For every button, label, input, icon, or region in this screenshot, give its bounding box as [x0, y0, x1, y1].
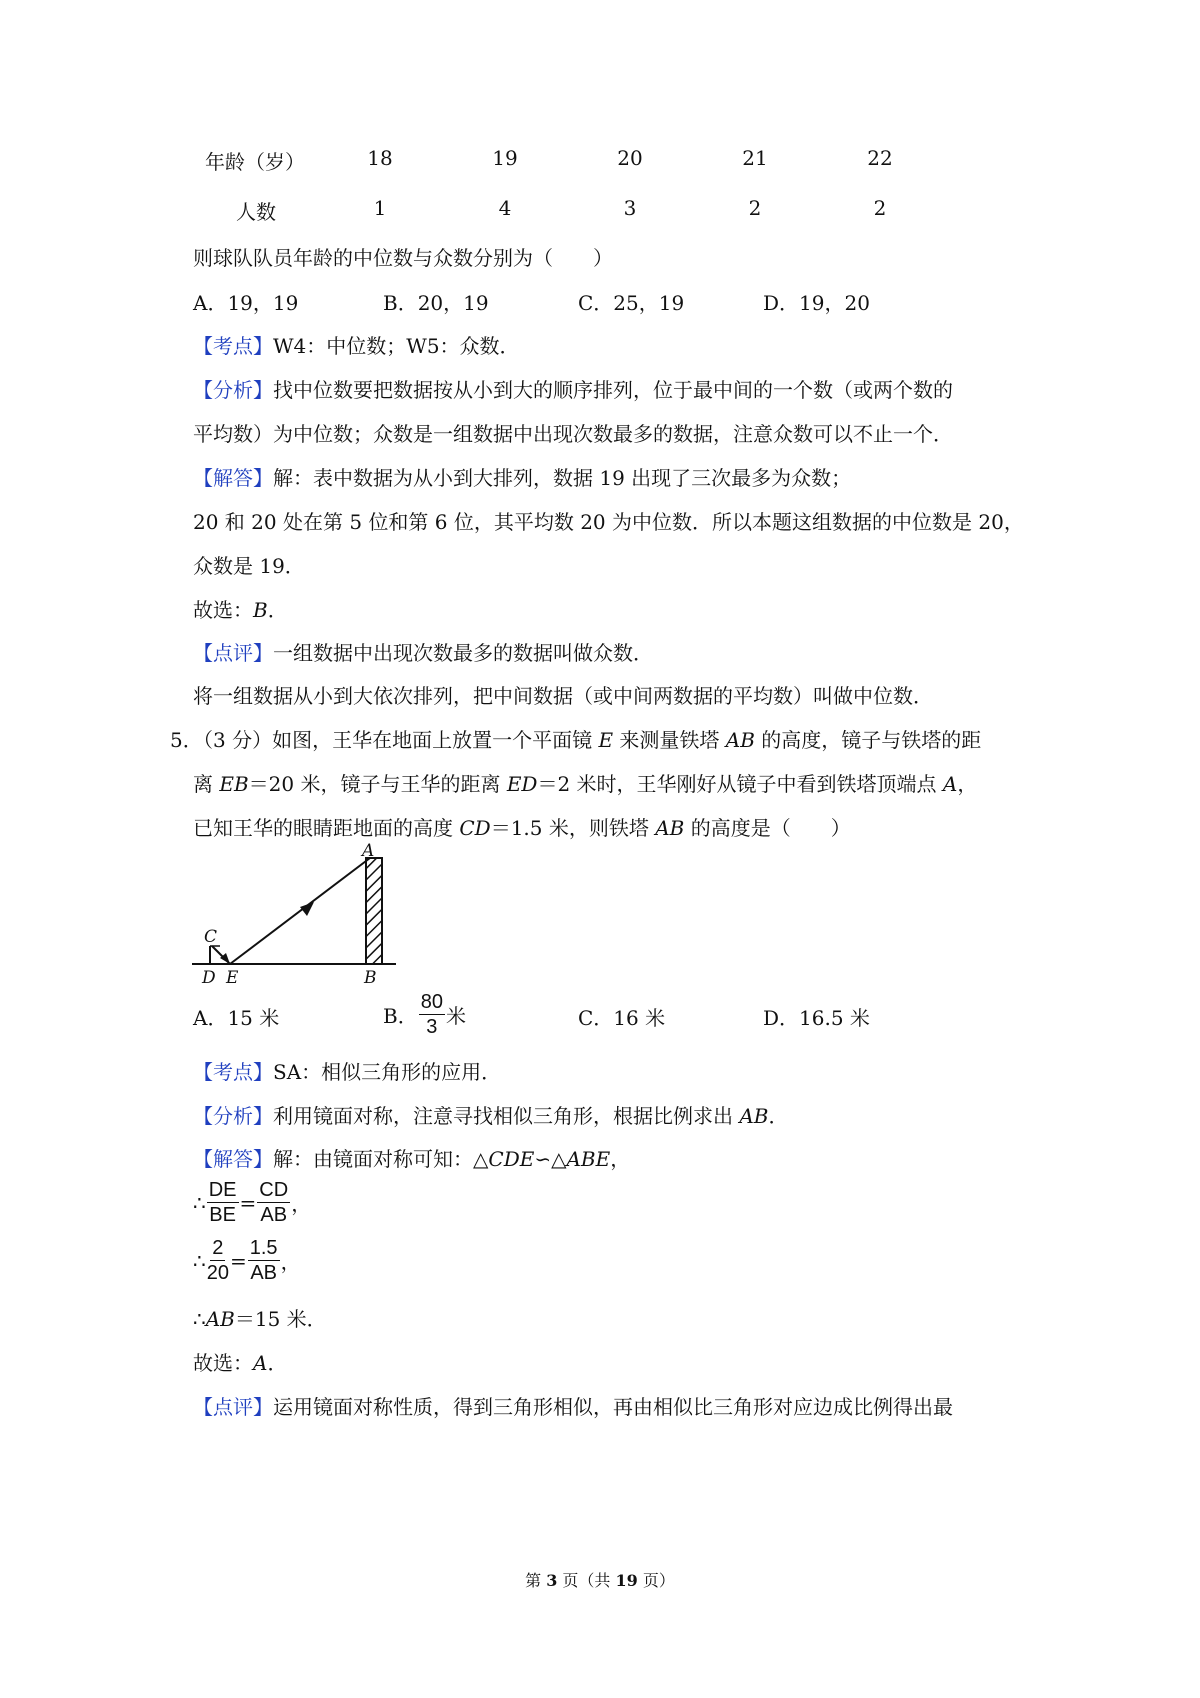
fenxi-tag: 【分析】	[193, 378, 273, 402]
q4-stem: 则球队队员年龄的中位数与众数分别为（ ）	[193, 246, 613, 270]
label-e: E	[226, 968, 239, 988]
q4-option-b: B．20，19	[383, 291, 489, 315]
fenxi-tag: 【分析】	[193, 1104, 273, 1128]
jieda-tag: 【解答】	[193, 466, 273, 490]
q5-number: 5．	[170, 728, 203, 752]
q5-option-b: B． $\frac{80}{3}$ 米	[383, 991, 466, 1038]
label-b: B	[364, 968, 377, 988]
q5-result: ∴AB＝15 米．	[193, 1307, 327, 1331]
q4-answer: 故选：B．	[193, 598, 288, 622]
q4-fenxi-line2: 平均数）为中位数；众数是一组数据中出现次数最多的数据，注意众数可以不止一个．	[193, 422, 953, 446]
q5-equation-1: ∴ $\frac{DE}{BE}$ = $\frac{CD}{AB}$ ，	[193, 1179, 312, 1226]
table-cell-count: 2	[748, 196, 762, 220]
dianping-tag: 【点评】	[193, 641, 273, 665]
kaodian-tag: 【考点】	[193, 334, 273, 358]
table-cell-age: 21	[742, 146, 768, 170]
mirror-diagram	[190, 840, 410, 990]
fraction-80-3: $\frac{80}{3}$	[420, 991, 443, 1038]
dianping-tag: 【点评】	[193, 1395, 273, 1419]
q4-dianping-line2: 将一组数据从小到大依次排列，把中间数据（或中间两数据的平均数）叫做中位数．	[193, 684, 933, 708]
q5-option-a: A．15 米	[193, 1006, 280, 1030]
table-cell-count: 3	[623, 196, 637, 220]
table-cell-count: 2	[873, 196, 887, 220]
page-footer: 第 3 页（共 19 页）	[525, 1571, 675, 1590]
q4-option-c: C．25，19	[578, 291, 685, 315]
q4-option-a: A．19，19	[193, 291, 299, 315]
q4-dianping-line1: 【点评】一组数据中出现次数最多的数据叫做众数．	[193, 641, 653, 665]
q4-option-d: D．19，20	[763, 291, 870, 315]
label-a: A	[362, 841, 375, 861]
q5-fenxi: 【分析】利用镜面对称，注意寻找相似三角形，根据比例求出 AB．	[193, 1104, 789, 1128]
q5-stem-line1: （3 分）如图，王华在地面上放置一个平面镜 E 来测量铁塔 AB 的高度，镜子与铁塔的距	[193, 728, 982, 752]
q5-stem-line3: 已知王华的眼睛距地面的高度 CD＝1.5 米，则铁塔 AB 的高度是（ ）	[193, 816, 851, 840]
kaodian-tag: 【考点】	[193, 1060, 273, 1084]
q5-kaodian: 【考点】SA：相似三角形的应用．	[193, 1060, 502, 1084]
q4-fenxi-line1: 【分析】找中位数要把数据按从小到大的顺序排列，位于最中间的一个数（或两个数的	[193, 378, 953, 402]
q4-jieda-line2: 20 和 20 处在第 5 位和第 6 位，其平均数 20 为中位数．所以本题这组数据的中位数是 20，	[193, 510, 1024, 534]
page-number: 3	[546, 1571, 558, 1590]
table-cell-age: 18	[367, 146, 393, 170]
table-cell-age: 20	[617, 146, 643, 170]
table-cell-count: 1	[373, 196, 387, 220]
tower	[366, 858, 382, 964]
table-cell-age: 22	[867, 146, 893, 170]
label-d: D	[202, 968, 216, 988]
q5-jieda: 【解答】解：由镜面对称可知：△CDE∽△ABE，	[193, 1147, 631, 1171]
table-cell-count: 4	[498, 196, 512, 220]
q5-option-c: C．16 米	[578, 1006, 666, 1030]
q5-equation-2: ∴ $\frac{2}{20}$ = $\frac{1.5}{AB}$ ，	[193, 1237, 301, 1284]
table-cell-age: 19	[492, 146, 518, 170]
table-header-age: 年龄（岁）	[205, 150, 305, 174]
q5-dianping: 【点评】运用镜面对称性质，得到三角形相似，再由相似比三角形对应边成比例得出最	[193, 1395, 953, 1419]
q4-jieda-line3: 众数是 19．	[193, 554, 305, 578]
ray-ea	[230, 858, 370, 964]
jieda-tag: 【解答】	[193, 1147, 273, 1171]
q5-stem-line2: 离 EB＝20 米，镜子与王华的距离 ED＝2 米时，王华刚好从镜子中看到铁塔顶端点 A，	[193, 772, 978, 796]
q4-kaodian: 【考点】W4：中位数；W5：众数．	[193, 334, 520, 358]
q4-jieda-line1: 【解答】解：表中数据为从小到大排列，数据 19 出现了三次最多为众数；	[193, 466, 852, 490]
q5-answer: 故选：A．	[193, 1351, 288, 1375]
q5-option-d: D．16.5 米	[763, 1006, 870, 1030]
table-header-count: 人数	[236, 200, 276, 224]
page-total: 19	[615, 1571, 638, 1590]
ray-ea-arrow	[300, 902, 314, 916]
label-c: C	[204, 927, 218, 947]
